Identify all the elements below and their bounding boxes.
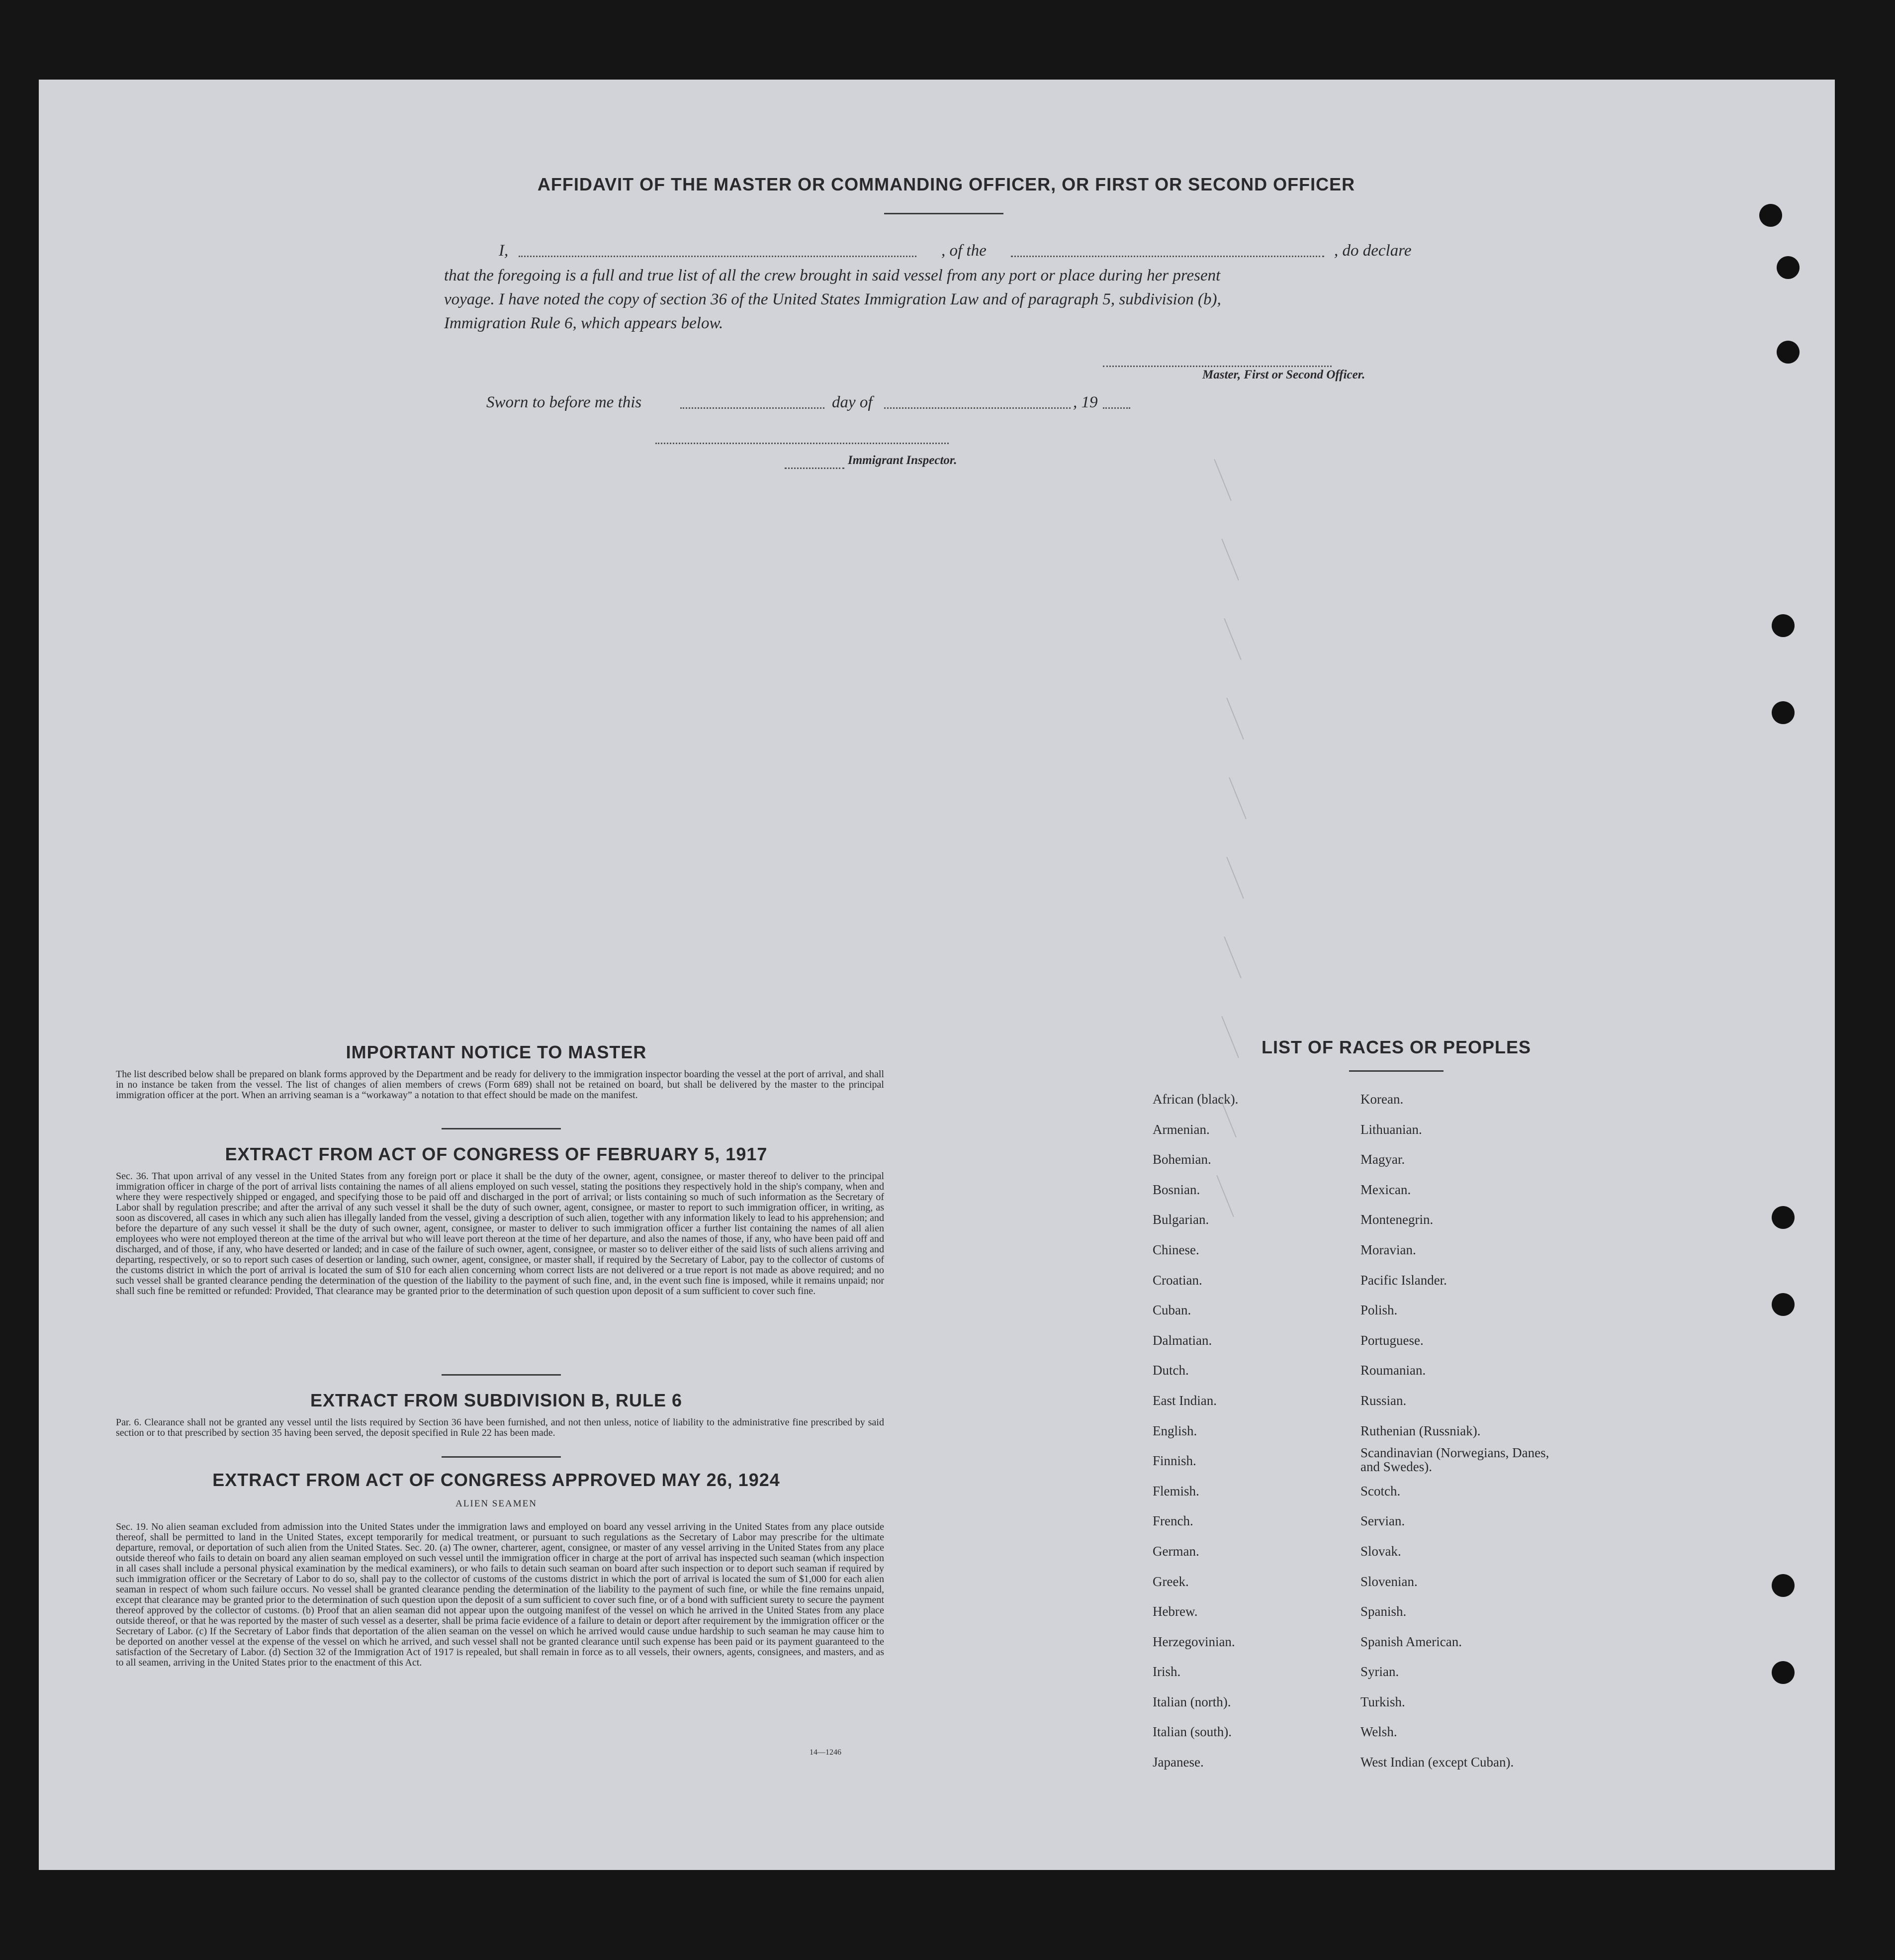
form-number: 14—1246 — [810, 1748, 841, 1757]
rule6-title: EXTRACT FROM SUBDIVISION B, RULE 6 — [310, 1390, 683, 1410]
race-item: Pacific Islander. — [1360, 1272, 1447, 1288]
inspector-signature-line[interactable] — [655, 443, 949, 444]
races-rule — [1349, 1070, 1444, 1072]
race-item: Russian. — [1360, 1393, 1407, 1408]
race-item: Greek. — [1153, 1574, 1189, 1589]
affidavit-line4: Immigration Rule 6, which appears below. — [444, 314, 723, 332]
affidavit-line2: that the foregoing is a full and true list of all the crew brought in said vessel from any port or place during her present — [444, 267, 1221, 284]
inspector-short-line — [785, 467, 844, 469]
affidavit-title: AFFIDAVIT OF THE MASTER OR COMMANDING OFFICER, OR FIRST OR SECOND OFFICER — [537, 174, 1355, 194]
race-item: Servian. — [1360, 1513, 1405, 1529]
race-item: Irish. — [1153, 1664, 1181, 1680]
sworn-year-field[interactable] — [1103, 407, 1130, 409]
document-sheet — [39, 80, 1835, 1870]
punch-hole — [1772, 614, 1795, 637]
race-item: Dutch. — [1153, 1363, 1189, 1378]
notice-title: IMPORTANT NOTICE TO MASTER — [346, 1042, 647, 1062]
race-item: Mexican. — [1360, 1182, 1411, 1197]
extract-1924-body: Sec. 19. No alien seaman excluded from admission into the United States under the immigration laws and employed on board any vessel arriving in the United States from any place outside thereof, shall be permitted to land in the United States, except temporarily for medical treatment, or pursuant to such regulations as the Secretary of Labor may prescribe for the ultimate departure, removal, or deportation of such alien from the United States. Sec. 20. (a) The owner, charterer, agent, consignee, or master of any vessel arriving in the United States from any place outside thereof who fails to detain on board any alien seaman employed on such vessel until the immigration officer in charge at the port of arrival has inspected such seaman (which inspection in all cases shall include a personal physical examination by the medical examiners), or who fails to detain such seaman on board after such inspection or to deport such seaman if required by such immigration officer or the Secretary of Labor to do so, shall pay to the collector of customs of the customs district in which the port of arrival is located the sum of $1,000 for each alien seaman in respect of whom such failure occurs. No vessel shall be granted clearance pending the determination of the liability to the payment of such fine, or while the fine remains unpaid, except that clearance may be granted prior to the determination of such question upon the deposit of a sum sufficient to cover such fine, or of a bond with sufficient surety to secure the payment thereof approved by the collector of customs. (b) Proof that an alien seaman did not appear upon the outgoing manifest of the vessel on which he arrived in the United States from any place outside thereof, or that he was reported by the master of such vessel as a deserter, shall be prima facie evidence of a failure to detain or deport after requirement by the immigration officer or the Secretary of Labor. (c) If the Secretary of Labor finds that deportation of the alien seaman on the vessel on which he arrived would cause undue hardship to such seaman he may cause him to be deported on another vessel at the expense of the vessel on which he arrived, and such vessel shall not be granted clearance until such expense has been paid or its payment guaranteed to the satisfaction of the Secretary of Labor. (d) Section 32 of the Immigration Act of 1917 is repealed, but shall remain in force as to all vessels, their owners, agents, consignees, and masters, and as to all seamen, arriving in the United States prior to the enactment of this Act. — [116, 1521, 884, 1668]
affidavit-of-the: , of the — [941, 242, 987, 260]
affidavit-line1 — [444, 239, 1588, 264]
extract-1924-subtitle: ALIEN SEAMEN — [455, 1498, 537, 1509]
officer-name-field[interactable] — [519, 256, 916, 257]
race-item: Herzegovinian. — [1153, 1634, 1235, 1649]
race-item: African (black). — [1153, 1092, 1239, 1107]
race-item: Armenian. — [1153, 1121, 1210, 1137]
race-item: Welsh. — [1360, 1724, 1397, 1740]
race-item: Slovak. — [1360, 1543, 1401, 1559]
race-item: Chinese. — [1153, 1242, 1199, 1257]
sworn-day-field[interactable] — [680, 407, 824, 409]
race-item: Bosnian. — [1153, 1182, 1200, 1197]
race-item: West Indian (except Cuban). — [1360, 1755, 1514, 1770]
race-item: Spanish American. — [1360, 1634, 1462, 1649]
race-item: Magyar. — [1360, 1152, 1405, 1167]
race-item: Montenegrin. — [1360, 1212, 1434, 1227]
race-item: East Indian. — [1153, 1393, 1217, 1408]
race-item: Croatian. — [1153, 1272, 1202, 1288]
sworn-text: Sworn to before me this — [486, 393, 642, 411]
punch-hole — [1777, 341, 1800, 364]
race-item: Italian (south). — [1153, 1724, 1232, 1740]
master-signature-line[interactable] — [1103, 366, 1332, 367]
year-text: , 19 — [1073, 393, 1098, 411]
races-right-column — [1360, 1084, 1549, 1777]
sworn-month-field[interactable] — [884, 407, 1071, 409]
race-item: Italian (north). — [1153, 1694, 1231, 1709]
extract-1924-title: EXTRACT FROM ACT OF CONGRESS APPROVED MAY 26, 1924 — [212, 1470, 780, 1490]
race-item: Hebrew. — [1153, 1604, 1198, 1619]
race-item: Korean. — [1360, 1092, 1404, 1107]
punch-hole — [1759, 204, 1782, 227]
race-item: Bohemian. — [1153, 1152, 1211, 1167]
race-item: Bulgarian. — [1153, 1212, 1209, 1227]
race-item: Turkish. — [1360, 1694, 1405, 1709]
races-left-column — [1153, 1084, 1238, 1777]
race-item: Ruthenian (Russniak). — [1360, 1423, 1481, 1438]
day-of-text: day of — [832, 393, 873, 411]
affidavit-line3: voyage. I have noted the copy of section 36 of the United States Immigration Law and of paragraph 5, subdivision (b), — [444, 290, 1221, 308]
race-item: Slovenian. — [1360, 1574, 1418, 1589]
race-item: Scandinavian (Norwegians, Danes, and Swedes). — [1360, 1445, 1549, 1475]
punch-hole — [1772, 1293, 1795, 1316]
extract-1917-rule — [442, 1374, 561, 1376]
rule6-body: Par. 6. Clearance shall not be granted any vessel until the lists required by Section 36 have been furnished, and not then unless, notice of liability to the administrative fine prescribed by said section or to that prescribed by section 35 having been served, the deposit specified in Rule 22 has been made. — [116, 1417, 884, 1438]
race-item: Cuban. — [1153, 1303, 1191, 1318]
master-caption: Master, First or Second Officer. — [1202, 368, 1365, 381]
races-title: LIST OF RACES OR PEOPLES — [1261, 1037, 1532, 1057]
affidavit-do-declare: , do declare — [1334, 242, 1412, 260]
race-item: Roumanian. — [1360, 1363, 1426, 1378]
rule6-rule — [442, 1456, 561, 1458]
race-item: Dalmatian. — [1153, 1332, 1212, 1348]
inspector-caption: Immigrant Inspector. — [848, 454, 957, 467]
race-item: Flemish. — [1153, 1483, 1199, 1498]
notice-rule — [442, 1128, 561, 1129]
vessel-name-field[interactable] — [1011, 256, 1324, 257]
race-item: German. — [1153, 1543, 1199, 1559]
race-item: Syrian. — [1360, 1664, 1399, 1680]
notice-body: The list described below shall be prepared on blank forms approved by the Department and be ready for delivery to the immigration inspector boarding the vessel at the port of arrival, and shall in no instance be taken from the vessel. The list of changes of alien members of crews (Form 689) shall not be retained on board, but shall be delivered by the master to the principal immigration officer at the port. When an arriving seaman is a “workaway” a notation to that effect should be made on the manifest. — [116, 1069, 884, 1101]
affidavit-i: I, — [499, 242, 509, 260]
race-item: Scotch. — [1360, 1483, 1401, 1498]
race-item: Lithuanian. — [1360, 1121, 1422, 1137]
race-item: French. — [1153, 1513, 1193, 1529]
punch-hole — [1772, 701, 1795, 724]
extract-1917-body: Sec. 36. That upon arrival of any vessel in the United States from any foreign port or place it shall be the duty of the owner, agent, consignee, or master thereof to deliver to the principal immigration officer in charge of the port of arrival lists containing the names of all aliens employed on such vessel, stating the positions they respectively hold in the ship's company, when and where they were respectively shipped or engaged, and specifying those to be paid off and discharged in the port of arrival; or lists containing so much of such information as the Secretary of Labor shall by regulation prescribe; and after the arrival of any such vessel it shall be the duty of such owner, agent, consignee, or master to report to such immigration officer, in writing, as soon as discovered, all cases in which any such alien has illegally landed from the vessel, giving a description of such alien, together with any information likely to lead to his apprehension; and before the departure of any such vessel it shall be the duty of such owner, agent, consignee, or master to deliver to such immigration officer a further list containing the names of all alien employees who were not employed thereon at the time of the arrival but who will leave port thereon at the time of her departure, and also the names of those, if any, who have been paid off and discharged, and of those, if any, who have deserted or landed; and in case of the failure of such owner, agent, consignee, or master so to deliver either of the said lists of such aliens arriving and departing, respectively, or so to report such cases of desertion or landing, such owner, agent, consignee, or master shall, if required by the Secretary of Labor, pay to the collector of customs of the customs district in which the port of arrival is located the sum of $10 for each alien concerning whom correct lists are not delivered or a true report is not made as above required; and no such vessel shall be granted clearance pending the determination of the question of the liability to the payment of such fine, and, in the event such fine is imposed, while it remains unpaid; nor shall such fine be remitted or refunded: Provided, That clearance may be granted prior to the determination of such question upon deposit of a sum sufficient to cover such fine. — [116, 1171, 884, 1297]
race-item: Polish. — [1360, 1303, 1398, 1318]
race-item: Spanish. — [1360, 1604, 1407, 1619]
punch-hole — [1772, 1661, 1795, 1684]
affidavit-title-rule — [884, 213, 1003, 214]
race-item: Finnish. — [1153, 1453, 1196, 1469]
punch-hole — [1772, 1206, 1795, 1229]
punch-hole — [1777, 256, 1800, 279]
race-item: Japanese. — [1153, 1755, 1204, 1770]
race-item: Moravian. — [1360, 1242, 1416, 1257]
extract-1917-title: EXTRACT FROM ACT OF CONGRESS OF FEBRUARY 5, 1917 — [225, 1144, 768, 1164]
race-item: Portuguese. — [1360, 1332, 1424, 1348]
sworn-line — [486, 390, 1182, 415]
punch-hole — [1772, 1574, 1795, 1597]
race-item: English. — [1153, 1423, 1197, 1438]
